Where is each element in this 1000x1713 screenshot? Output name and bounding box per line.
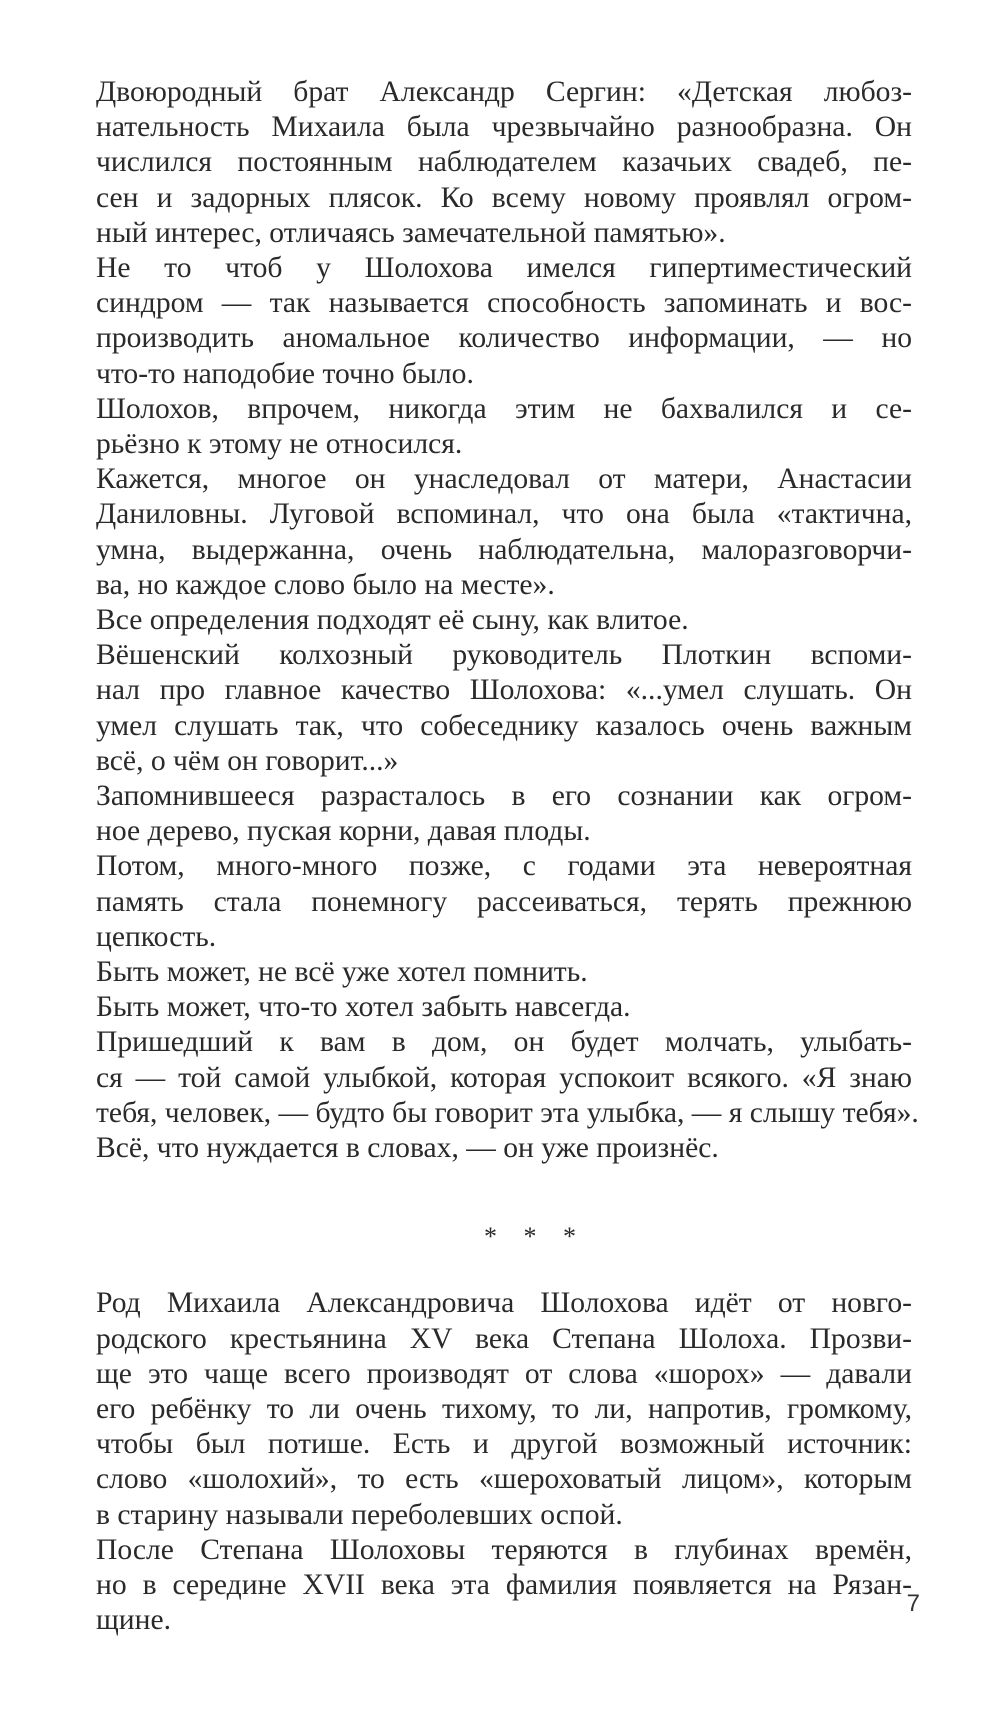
text-line: родского крестьянина XV века Степана Шолоха. Прозви- bbox=[96, 1322, 912, 1355]
section-separator: * * * bbox=[484, 1222, 586, 1252]
paragraph bbox=[96, 603, 912, 638]
text-line: нательность Михаила была чрезвычайно разнообразна. Он bbox=[96, 111, 912, 144]
text-line: рьёзно к этому не относился. bbox=[96, 428, 463, 461]
text-line: его ребёнку то ли очень тихому, то ли, напротив, громкому, bbox=[96, 1392, 912, 1425]
text-line: Даниловны. Луговой вспоминал, что она была «тактична, bbox=[96, 498, 912, 531]
text-line: чтобы был потише. Есть и другой возможный источник: bbox=[96, 1428, 912, 1461]
text-line: Быть может, не всё уже хотел помнить. bbox=[96, 956, 588, 989]
paragraph bbox=[96, 1025, 919, 1131]
text-line: слово «шолохий», то есть «шероховатый лицом», которым bbox=[96, 1463, 912, 1496]
paragraph bbox=[96, 779, 912, 849]
paragraph bbox=[96, 251, 912, 392]
paragraph bbox=[96, 955, 912, 990]
text-line: Пришедший к вам в дом, он будет молчать, улыбать- bbox=[96, 1026, 912, 1059]
paragraph bbox=[96, 392, 912, 462]
text-section-top bbox=[96, 75, 919, 1166]
text-line: Вёшенский колхозный руководитель Плоткин вспоми- bbox=[96, 639, 912, 672]
paragraph bbox=[96, 1131, 912, 1166]
text-line: ся — той самой улыбкой, которая успокоит всякого. «Я знаю bbox=[96, 1061, 912, 1094]
text-line: синдром — так называется способность запоминать и вос- bbox=[96, 287, 912, 320]
text-line: цепкость. bbox=[96, 920, 217, 953]
page-number: 7 bbox=[906, 1590, 920, 1617]
text-line: Все определения подходят её сыну, как влитое. bbox=[96, 604, 689, 637]
paragraph bbox=[96, 849, 912, 955]
text-line: Двоюродный брат Александр Сергин: «Детская любоз- bbox=[96, 76, 912, 108]
text-line: в старину называли переболевших оспой. bbox=[96, 1498, 623, 1531]
text-line: умна, выдержанна, очень наблюдательна, малоразговорчи- bbox=[96, 533, 912, 566]
text-line: Быть может, что-то хотел забыть навсегда. bbox=[96, 991, 631, 1024]
text-line: ще это чаще всего производят от слова «шорох» — давали bbox=[96, 1357, 912, 1390]
text-line: нал про главное качество Шолохова: «...умел слушать. Он bbox=[96, 674, 912, 707]
text-line: Всё, что нуждается в словах, — он уже произнёс. bbox=[96, 1132, 719, 1165]
text-line: Род Михаила Александровича Шолохова идёт от новго- bbox=[96, 1287, 912, 1320]
text-line: память стала понемногу рассеиваться, терять прежнюю bbox=[96, 885, 912, 918]
page-body bbox=[96, 75, 919, 1638]
text-line: ный интерес, отличаясь замечательной памятью». bbox=[96, 216, 726, 249]
text-line: Кажется, многое он унаследовал от матери, Анастасии bbox=[96, 463, 912, 496]
text-line: ное дерево, пуская корни, давая плоды. bbox=[96, 815, 591, 848]
paragraph bbox=[96, 462, 912, 603]
paragraph bbox=[96, 1533, 912, 1639]
text-line: щине. bbox=[96, 1604, 171, 1637]
text-line: После Степана Шолоховы теряются в глубинах времён, bbox=[96, 1533, 912, 1566]
paragraph bbox=[96, 1286, 912, 1532]
text-line: числился постоянным наблюдателем казачьих свадеб, пе- bbox=[96, 146, 912, 179]
text-line: Шолохов, впрочем, никогда этим не бахвалился и се- bbox=[96, 392, 912, 425]
text-line: но в середине XVII века эта фамилия появляется на Рязан- bbox=[96, 1568, 912, 1601]
text-line: что-то наподобие точно было. bbox=[96, 357, 474, 390]
text-line: всё, о чём он говорит...» bbox=[96, 744, 399, 777]
text-line: ва, но каждое слово было на месте». bbox=[96, 568, 555, 601]
text-line: Потом, много-много позже, с годами эта невероятная bbox=[96, 850, 912, 883]
text-line: умел слушать так, что собеседнику казалось очень важным bbox=[96, 709, 912, 742]
text-line: тебя, человек, — будто бы говорит эта улыбка, — я слышу тебя». bbox=[96, 1096, 919, 1129]
text-line: Не то чтоб у Шолохова имелся гипертиместический bbox=[96, 252, 912, 285]
text-line: сен и задорных плясок. Ко всему новому проявлял огром- bbox=[96, 181, 912, 214]
paragraph bbox=[96, 990, 912, 1025]
text-line: производить аномальное количество информации, — но bbox=[96, 322, 912, 355]
text-section-bottom bbox=[96, 1286, 912, 1638]
paragraph bbox=[96, 75, 912, 251]
paragraph bbox=[96, 638, 912, 779]
text-line: Запомнившееся разрасталось в его сознании как огром- bbox=[96, 780, 912, 813]
